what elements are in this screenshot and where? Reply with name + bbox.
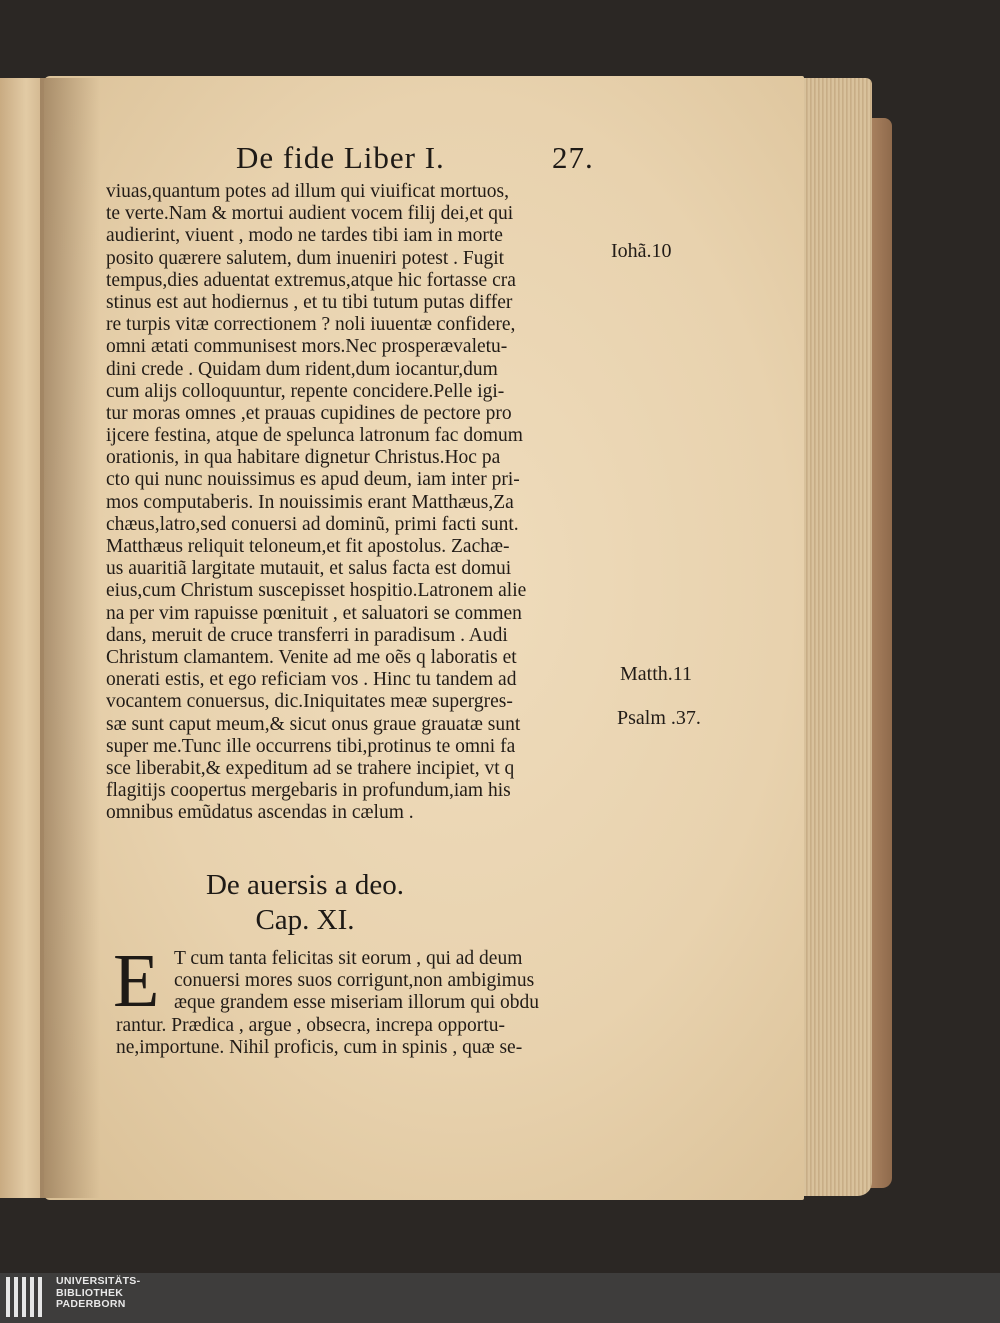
text-line: na per vim rapuisse pœnituit , et saluatori se commen	[106, 602, 522, 624]
text-line: dini crede . Quidam dum rident,dum iocantur,dum	[106, 358, 498, 380]
text-line: omni ætati communisest mors.Nec prosperævaletu-	[106, 336, 508, 358]
text-line: T cum tanta felicitas sit eorum , qui ad deum	[174, 948, 523, 969]
text-line: cto qui nunc nouissimus es apud deum, iam inter pri-	[106, 469, 520, 491]
book-gutter	[40, 78, 100, 1198]
text-line: omnibus emũdatus ascendas in cælum .	[106, 802, 414, 824]
text-line: te verte.Nam & mortui audient vocem filij dei,et qui	[106, 203, 514, 225]
text-line: rantur. Prædica , argue , obsecra, increpa opportu-	[116, 1014, 505, 1036]
text-line: tur moras omnes ,et prauas cupidines de pectore pro	[106, 402, 512, 424]
library-footer-bar	[0, 1273, 1000, 1323]
text-line: dans, meruit de cruce transferri in paradisum . Audi	[106, 624, 508, 646]
main-text-block	[106, 181, 626, 824]
text-line: re turpis vitæ correctionem ? noli iuuentæ confidere,	[106, 314, 516, 336]
text-line: conuersi mores suos corrigunt,non ambigimus	[174, 970, 535, 992]
text-line: tempus,dies aduentat extremus,atque hic fortasse cra	[106, 269, 516, 291]
text-line: posito quærere salutem, dum inueniri potest . Fugit	[106, 247, 505, 269]
text-line: super me.Tunc ille occurrens tibi,protinus te omni fa	[106, 735, 516, 757]
logo-line-3: PADERBORN	[56, 1298, 126, 1310]
text-line: cum alijs colloquuntur, repente concidere.Pelle igi-	[106, 380, 505, 402]
text-line: Christum clamantem. Venite ad me oẽs q laboratis et	[106, 646, 517, 668]
library-logo-text	[56, 1276, 140, 1311]
text-line: eius,cum Christum suscepisset hospitio.Latronem alie	[106, 580, 527, 602]
text-line: stinus est aut hodiernus , et tu tibi tutum putas differ	[106, 291, 513, 313]
library-logo-icon	[6, 1277, 48, 1317]
text-line: audierint, viuent , modo ne tardes tibi iam in morte	[106, 225, 503, 247]
chapter-title: De auersis a deo.	[205, 869, 405, 901]
drop-cap-initial: E	[113, 939, 160, 1023]
text-line: vocantem conuersus, dic.Iniquitates meæ supergres-	[106, 691, 513, 713]
margin-note-iohannes: Iohã.10	[611, 240, 672, 262]
text-line: sce liberabit,& expeditum ad se trahere incipiet, vt q	[106, 757, 515, 779]
logo-line-2: BIBLIOTHEK	[56, 1286, 124, 1299]
margin-note-psalm: Psalm .37.	[617, 707, 701, 729]
text-line: Matthæus reliquit teloneum,et fit apostolus. Zachæ-	[106, 536, 510, 557]
chapter-number: Cap. XI.	[255, 904, 355, 936]
text-line: æque grandem esse miseriam illorum qui obdu	[174, 992, 540, 1014]
text-line: ijcere festina, atque de spelunca latronum fac domum	[106, 425, 523, 447]
margin-note-matthaeus: Matth.11	[620, 663, 693, 685]
text-line: mos computaberis. In nouissimis erant Matthæus,Za	[106, 491, 514, 513]
text-line: orationis, in qua habitare dignetur Christus.Hoc pa	[106, 447, 501, 469]
chapter-text-block	[116, 948, 626, 1059]
page-number: 27.	[552, 140, 594, 175]
text-line: flagitijs coopertus mergebaris in profundum,iam his	[106, 780, 511, 802]
logo-line-1: UNIVERSITÄTS-	[56, 1275, 141, 1287]
text-line: chæus,latro,sed conuersi ad dominũ, primi facti sunt.	[106, 513, 519, 535]
text-line: onerati estis, et ego reficiam vos . Hinc tu tandem ad	[106, 669, 517, 691]
text-line: sæ sunt caput meum,& sicut onus graue grauatæ sunt	[106, 713, 521, 735]
running-header	[236, 140, 596, 180]
text-line: us auaritiã largitate mutauit, et salus facta est domui	[106, 558, 512, 580]
running-title: De fide Liber I.	[236, 140, 445, 175]
text-line: viuas,quantum potes ad illum qui viuificat mortuos,	[106, 181, 509, 202]
text-line: ne,importune. Nihil proficis, cum in spinis , quæ se-	[116, 1036, 523, 1058]
